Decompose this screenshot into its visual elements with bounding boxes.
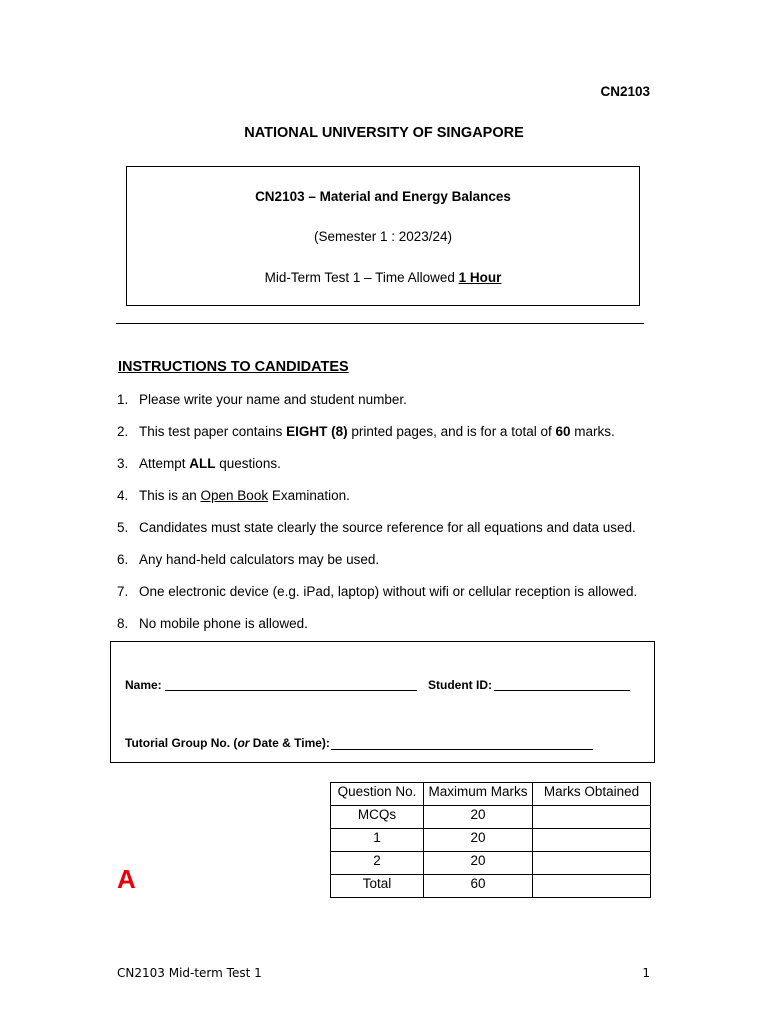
candidate-info-box [110,641,655,763]
version-mark: A [117,864,136,894]
col-header-marks-obtained: Marks Obtained [533,783,651,806]
table-row: 1 20 [331,829,651,852]
student-id-field[interactable] [494,690,630,691]
test-prefix: Mid-Term Test 1 – Time Allowed [264,270,459,285]
student-id-label: Student ID: [428,678,492,692]
table-header-row [331,783,651,806]
semester: (Semester 1 : 2023/24) [313,229,453,244]
table-row: 2 20 [331,852,651,875]
instructions-heading: INSTRUCTIONS TO CANDIDATES [118,359,349,375]
instruction-item: 5. Candidates must state clearly the source reference for all equations and data used. [117,520,636,535]
table-row: MCQs 20 [331,806,651,829]
col-header-max-marks: Maximum Marks [424,783,533,806]
tutorial-group-field[interactable] [331,749,593,750]
instruction-item: 3. Attempt ALL questions. [117,456,281,471]
page-number: 1 [642,966,650,980]
test-info [127,270,639,285]
instruction-item: 6. Any hand-held calculators may be used. [117,552,380,567]
title-box [126,166,640,306]
instruction-item: 7. One electronic device (e.g. iPad, laptop) without wifi or cellular reception is allowed. [117,584,638,599]
footer-title: CN2103 Mid-term Test 1 [117,966,262,980]
marks-table [330,782,651,898]
instruction-item: 8. No mobile phone is allowed. [117,616,308,631]
university-name: NATIONAL UNIVERSITY OF SINGAPORE [244,125,524,141]
table-row: Total 60 [331,875,651,898]
course-title: CN2103 – Material and Energy Balances [255,189,511,204]
tutorial-group-label: Tutorial Group No. (or Date & Time): [125,736,330,750]
instructions-list [117,392,637,648]
name-field[interactable] [165,690,417,691]
col-header-question: Question No. [331,783,424,806]
test-duration: 1 Hour [458,270,502,285]
instruction-item: 4. This is an Open Book Examination. [117,488,350,503]
instruction-item: 1. Please write your name and student number. [117,392,407,407]
course-code-header: CN2103 [600,84,650,99]
divider [116,323,644,324]
name-label: Name: [125,678,162,692]
instruction-item: 2. This test paper contains EIGHT (8) printed pages, and is for a total of 60 marks. [117,424,615,439]
